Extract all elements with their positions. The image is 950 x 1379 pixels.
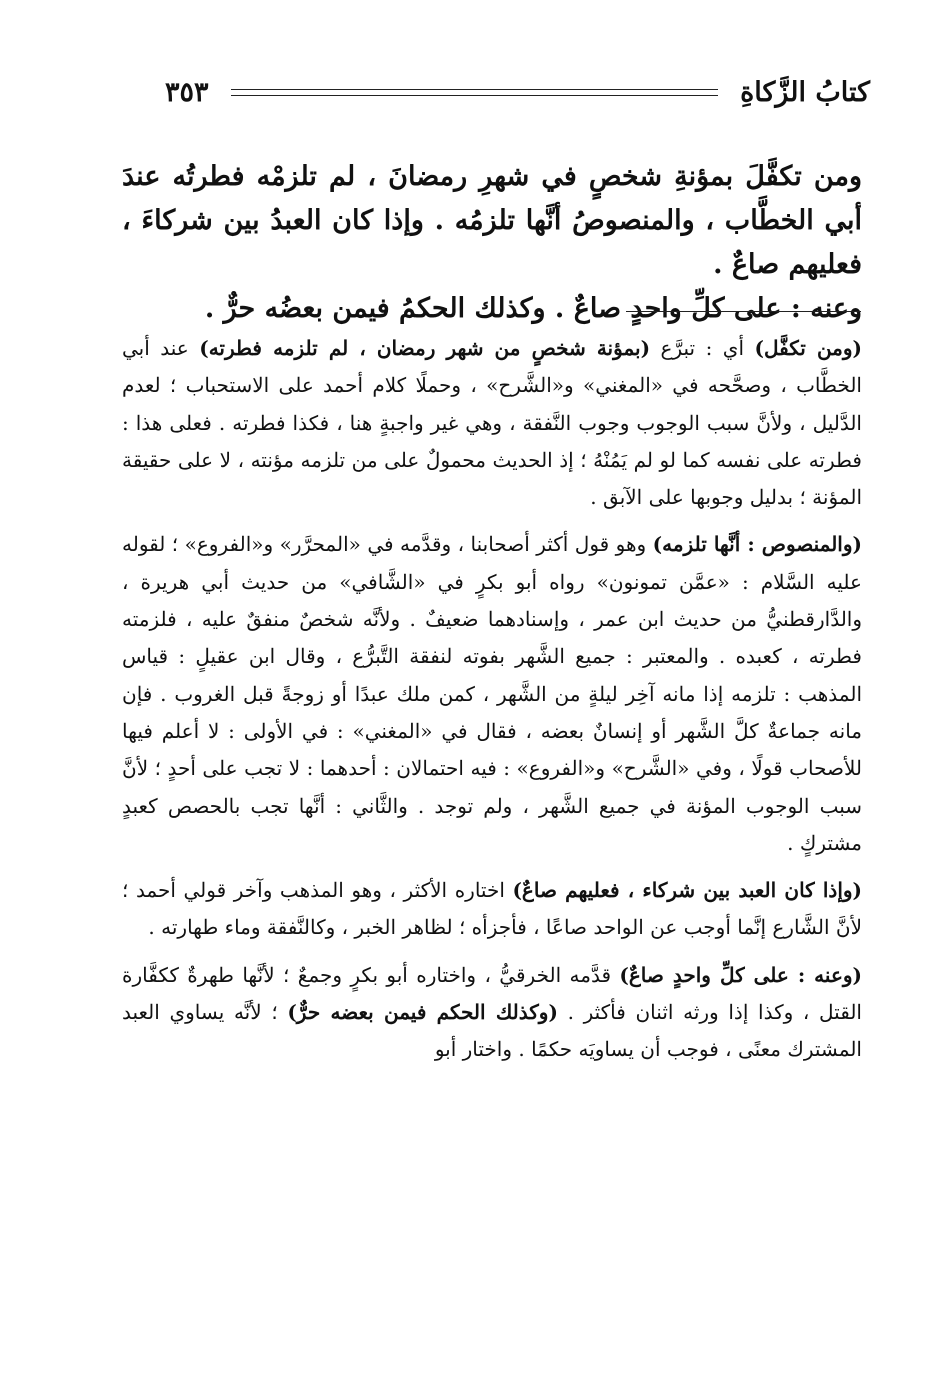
page-number: ٣٥٣: [165, 76, 209, 108]
commentary-text: اختاره الأكثر ، وهو المذهب وآخر قولي أحمد ؛ لأنَّ الشَّارع إنَّما أوجب عن الواحد صاعًا ، فأجزأه ؛ لظاهر الخبر ، وكالنَّفقة وماء طهارته .: [122, 878, 862, 940]
lemma: (بمؤنة شخصٍ من شهر رمضان ، لم تلزمه فطرته): [199, 336, 651, 360]
commentary-paragraph: [122, 957, 862, 1069]
commentary-paragraph: [122, 872, 862, 947]
commentary-text: عند أبي الخطَّاب ، وصحَّحه في «المغني» و«الشَّرح» ، وحملًا كلام أحمد على الاستحباب ؛ لعدم الدَّليل ، ولأنَّ سبب الوجوب وجوب النَّفقة ، وهي غير واجبةٍ هنا ، فكذا فطرته . فعلى هذا : فطرته على نفسه كما لو لم يَمُنْهُ ؛ إذ الحديث محمولٌ على من تلزمه مؤنته ، لا على حقيقة المؤنة ؛ بدليل وجوبها على الآبق .: [122, 336, 862, 510]
commentary-text: وهو قول أكثر أصحابنا ، وقدَّمه في «المحرَّر» و«الفروع» ؛ لقوله عليه السَّلام : «عمَّن تمونون» رواه أبو بكرٍ في «الشَّافي» من حديث أبي هريرة ، والدَّارقطنيُّ من حديث ابن عمر ، وإسنادهما ضعيفٌ . ولأنَّه شخصٌ منفقٌ عليه ، فلزمته فطرته ، كعبده . والمعتبر : جميع الشَّهر بفوته لنفقة التَّبرُّع ، وقال ابن عقيلٍ : قياس المذهب : تلزمه إذا مانه آخِر ليلةٍ من الشَّهر ، كمن ملك عبدًا أو زوجةً قبل الغروب . فإن مانه جماعةٌ كلَّ الشَّهر أو إنسانٌ بعضه ، فقال في «المغني» : في الأولى : لا أعلم فيها للأصحاب قولًا ، وفي «الشَّرح» و«الفروع» : فيه احتمالان : أحدهما : لا تجب على أحدٍ ؛ لأنَّ سبب الوجوب المؤنة في جميع الشَّهر ، ولم توجد . والثَّاني : أنَّها تجب بالحصص كعبدٍ مشتركٍ .: [122, 532, 863, 855]
lemma: (وإذا كان العبد بين شركاء ، فعليهم صاعٌ): [512, 878, 863, 903]
commentary: [122, 330, 862, 1079]
lemma: (ومن تكفَّل): [754, 336, 863, 360]
lemma: (وعنه : على كلِّ واحدٍ صاعٌ): [619, 962, 862, 987]
commentary-paragraph: [122, 526, 862, 862]
lemma: (والمنصوص : أنَّها تلزمه): [652, 532, 862, 557]
main-text: [122, 155, 862, 331]
matn-paragraph: ومن تكفَّلَ بمؤنةِ شخصٍ في شهرِ رمضانَ ، لم تلزمْه فطرتُه عندَ أبي الخطَّاب ، والمنصوصُ أنَّها تلزمُه . وإذا كان العبدُ بين شركاءَ ، فعليهم صاعٌ .: [122, 161, 862, 280]
commentary-paragraph: [122, 330, 862, 516]
text-separator: [626, 311, 861, 312]
header-rule: [231, 89, 719, 96]
lemma: (وكذلك الحكم فيمن بعضه حرٌّ): [287, 1000, 558, 1025]
commentary-text: أي : تبرَّع: [650, 336, 755, 360]
commentary-text: ؛ لأنَّه يساوي العبد المشترك معنًى ، فوجب أن يساويَه حكمًا . واختار أبو: [122, 1000, 862, 1062]
chapter-title: كتابُ الزَّكاةِ: [740, 76, 870, 108]
matn-paragraph: وعنه : على كلِّ واحدٍ صاعٌ . وكذلك الحكمُ فيمن بعضُه حرٌّ .: [204, 293, 862, 324]
commentary-text: قدَّمه الخرقيُّ ، واختاره أبو بكرٍ وجمعٌ ؛ لأنَّها طهرةٌ ككفَّارة القتل ، وكذا إذا ورثه اثنان فأكثر .: [122, 962, 862, 1025]
page-header: [165, 70, 870, 114]
